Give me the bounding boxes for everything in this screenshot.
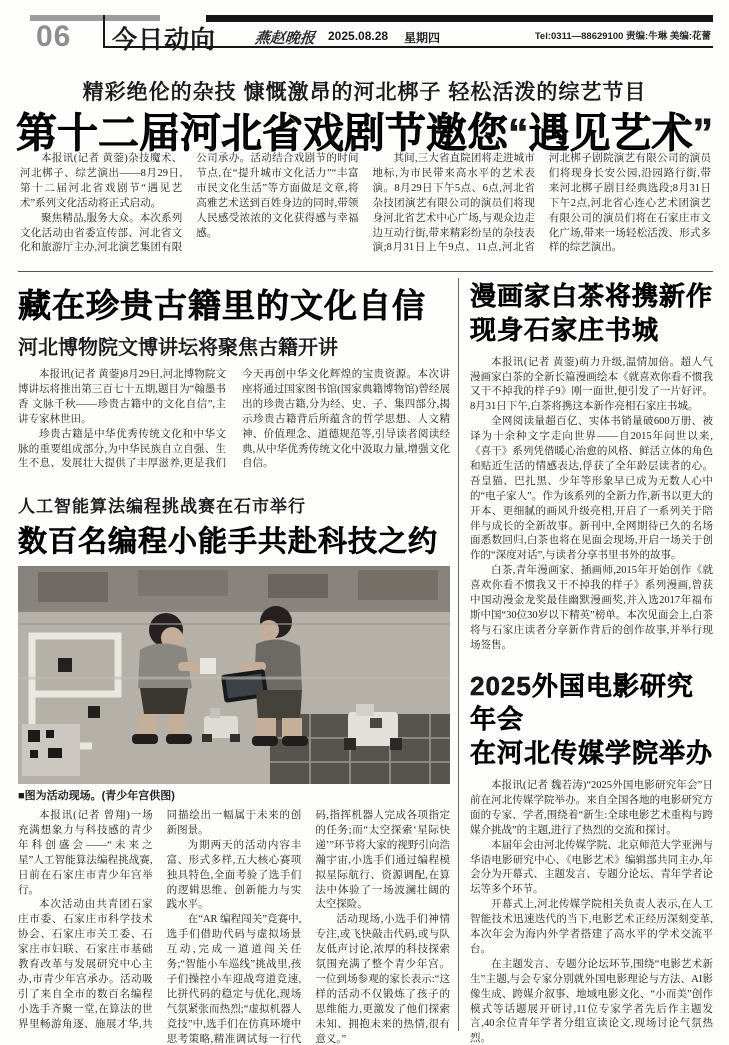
article-photo — [18, 566, 450, 784]
body-paragraph: 白茶,青年漫画家、插画师,2015年开始创作《就喜欢你看不惯我又干不掉我的样子》系列漫画,曾获中国动漫金龙奖最佳幽默漫画奖,并入选2017年福布斯中国“30位30岁以下精英”榜单。本次见面会上,白茶将与石家庄读者分享新作背后的创作故事,并举行现场签售。 — [470, 565, 713, 651]
headline-line: 在河北传媒学院举办 — [470, 738, 714, 769]
body-paragraph: 全网阅读量超百亿、实体书销量破600万册、被译为十余种文字走向世界——自2015年问世以来,《喜干》系列凭借暖心治愈的风格、鲜活立体的角色和贴近生活的情感表达,俘获了全年龄层读者的心。吾皇猫、巴扎黑、少年等形象早已成为无数人心中的“电子家人”。作为该系列的全新力作,新书以更大的开本、更细腻的画风升级亮相,开启了一系列关于陪伴与成长的全新故事。新刊中,全网期待已久的名场面悉数回归,白茶也将在见面会现场,开启一场关于创作的“深度对话”,与读者分享书里书外的故事。 — [470, 416, 713, 562]
body-paragraph: 本次活动由共青团石家庄市委、石家庄市科学技术协会、石家庄市关工委、石家庄市妇联、石家庄市基础教育改革与发展研究中心主办,市青少年宫承办。活动吸引了来自全市的数百名编程小选手齐聚一堂,在算法的世界里畅游角逐、施展才华,共同描绘出一幅属于未来的创新图景。 — [18, 810, 302, 1030]
body-paragraph: 为期两天的活动内容丰富、形式多样,五大核心赛项独具特色,全面考验了选手们的逻辑思维、创新能力与实践水平。 — [166, 839, 302, 911]
coding-article-body — [18, 809, 450, 1045]
main-article-body — [20, 152, 711, 266]
headline-line: 漫画家白茶将携新作 — [470, 281, 714, 311]
baicha-article-headline — [470, 280, 713, 348]
headline-line: 现身石家庄书城 — [470, 314, 660, 345]
column-divider — [458, 278, 459, 1031]
guji-article-subhead: 河北博物院文博讲坛将聚焦古籍开讲 — [18, 337, 338, 359]
body-paragraph: 珍贵古籍是中华优秀传统文化和中华文脉的重要组成部分,为中华民族自立自强、生生不息、发展壮大提供了丰厚滋养,更是我们今天再创中华文化辉煌的宝贵资源。本次讲座将通过国家图书馆(国家典籍博物馆)曾经展出的珍贵古籍,分为经、史、子、集四部分,揭示珍贵古籍背后所蕴含的哲学思想、人文精神、价值理念、道德规范等,引导读者阅读经典,从中华优秀传统文化中汲取力量,增强文化自信。 — [18, 369, 450, 470]
left-column — [18, 280, 450, 1045]
header-black-bar — [206, 15, 713, 22]
section-title: 今日动向 — [112, 26, 217, 54]
right-column — [470, 280, 713, 1045]
page-number: 06 — [36, 20, 72, 53]
main-article-headline: 第十二届河北省戏剧节邀您“遇见艺术” — [16, 110, 713, 156]
body-paragraph: 其间,三大省直院团将走进城市地标,为市民带来高水平的艺术表演。8月29日下午5点、6点,河北省杂技团演艺有限公司的演员们将现身河北省艺术中心广场,与观众边走边互动行街,带来精彩纷呈的杂技表演;8月31日上午9点、11点,河北省河北梆子剧院演艺有限公司的演员们将现身长安公园,沿园路行街,带来河北梆子剧目经典选段;8月31日下午2点,河北省心连心艺术团演艺有限公司的演员们将在石家庄市文化广场,带来一场轻松活泼、形式多样的综艺演出。 — [372, 153, 711, 254]
header-vertical-divider — [103, 15, 105, 48]
body-paragraph: 本报讯(记者 黄蓥)杂技魔术、河北梆子、综艺演出——8月29日,第十二届河北省戏剧节“遇见艺术”系列文化活动将正式启动。 — [20, 153, 183, 209]
body-paragraph: 本报讯(记者 曾翔)一场充满想象力与科技感的青少年科创盛会——“未来之星”人工智能算法编程挑战赛,日前在石家庄市青少年宫举行。 — [18, 810, 153, 896]
paper-logo: 燕赵晚报 — [254, 29, 316, 47]
body-paragraph: 在“AR 编程闯关”竞赛中,选手们借助代码与虚拟场景互动,完成一道道闯关任务;“智能小车巡线”挑战里,孩子们操控小车迎战弯道竞速,比拼代码的稳定与优化,现场气氛紧张而热烈;“虚拟机器人竞技”中,选手们在仿真环境中思考策略,精准调试每一行代码,指挥机器人完成各项指定的任务;而“太空探索‘星际快递’”环节将大家的视野引向浩瀚宇宙,小选手们通过编程模拟星际航行、资源调配,在算法中体验了一场波澜壮阔的太空探险。 — [166, 810, 450, 1045]
issue-weekday: 星期四 — [404, 31, 441, 45]
baicha-article-body — [470, 356, 713, 656]
body-paragraph: 本届年会由河北传媒学院、北京师范大学亚洲与华语电影研究中心、《电影艺术》编辑部共同主办,年会分为开幕式、主题发言、专题分论坛、青年学者论坛等多个环节。 — [470, 839, 713, 896]
body-paragraph: 开幕式上,河北传媒学院相关负责人表示,在人工智能技术迅速迭代的当下,电影艺术正经历深刻变革,本次年会为海内外学者搭建了高水平的学术交流平台。 — [470, 899, 713, 955]
guji-article-headline: 藏在珍贵古籍里的文化自信 — [18, 287, 426, 324]
photo-illustration — [18, 566, 450, 784]
guji-article-body — [18, 368, 450, 480]
section-divider — [18, 271, 713, 272]
body-paragraph: 聚焦精品,服务大众。本次系列文化活动由省委宣传部、河北省文化和旅游厅主办,河北演艺集团有限公司承办。活动结合戏剧节的时间节点,在“提升城市文化活力”“丰富市民文化生活”等方面做足文章,将高雅艺术送到百姓身边的同时,带领人民感受浓浓的文化获得感与幸福感。 — [20, 153, 359, 254]
body-paragraph: 本报讯(记者 黄蓥)8月29日,河北博物院文博讲坛将推出第三百七十五期,题目为“翰墨书香 文脉千秋——珍贵古籍中的文化自信”,主讲专家林世田。 — [18, 369, 226, 425]
headline-line: 2025外国电影研究年会 — [470, 670, 694, 735]
main-article-deck: 精彩绝伦的杂技 慷慨激昂的河北梆子 轻松活泼的综艺节目 — [82, 81, 647, 104]
body-paragraph: 本报讯(记者 黄蓥)萌力升级,温情加倍。超人气漫画家白茶的全新长篇漫画绘本《就喜欢你看不惯我又干不掉我的样子9》刚一面世,便引发了一片好评。8月31日下午,白茶将携这本新作亮相石家庄书城。 — [470, 356, 713, 413]
film-article-body — [470, 779, 713, 1045]
film-article-headline — [470, 670, 713, 771]
coding-article-headline: 数百名编程小能手共赴科技之约 — [18, 526, 439, 558]
body-paragraph: 本报讯(记者 魏若涛)“2025外国电影研究年会”日前在河北传媒学院举办。来自全国各地的电影研究方面的专家、学者,围绕着“新生:全球电影艺术重构与跨媒介挑战”的主题,进行了热烈的交流和探讨。 — [470, 779, 713, 836]
body-paragraph: 活动现场,小选手们神情专注,或飞快敲击代码,或与队友低声讨论,浓厚的科技探索氛围充满了整个青少年宫。一位到场参观的家长表示:“这样的活动不仅锻炼了孩子的思维能力,更激发了他们探索未知、拥抱未来的热情,很有意义。” — [315, 914, 450, 1045]
photo-caption: ■图为活动现场。(青少年宫供图) — [18, 790, 175, 802]
coding-article-kicker: 人工智能算法编程挑战赛在石市举行 — [18, 497, 306, 516]
body-paragraph: 在主题发言、专题分论坛环节,围绕“电影艺术新生”主题,与会专家分别就外国电影理论与方法、AI影像生成、跨媒介叙事、地域电影文化、“小而美”创作模式等话题展开研讨,11位专家学者先后作主题发言,40余位青年学者分组宣读论文,现场讨论气氛热烈。 — [470, 958, 713, 1045]
issue-date: 2025.08.28 — [328, 29, 389, 43]
masthead-contact: Tel:0311—88629100 责编:牛琳 美编:花蕾 — [534, 31, 711, 42]
